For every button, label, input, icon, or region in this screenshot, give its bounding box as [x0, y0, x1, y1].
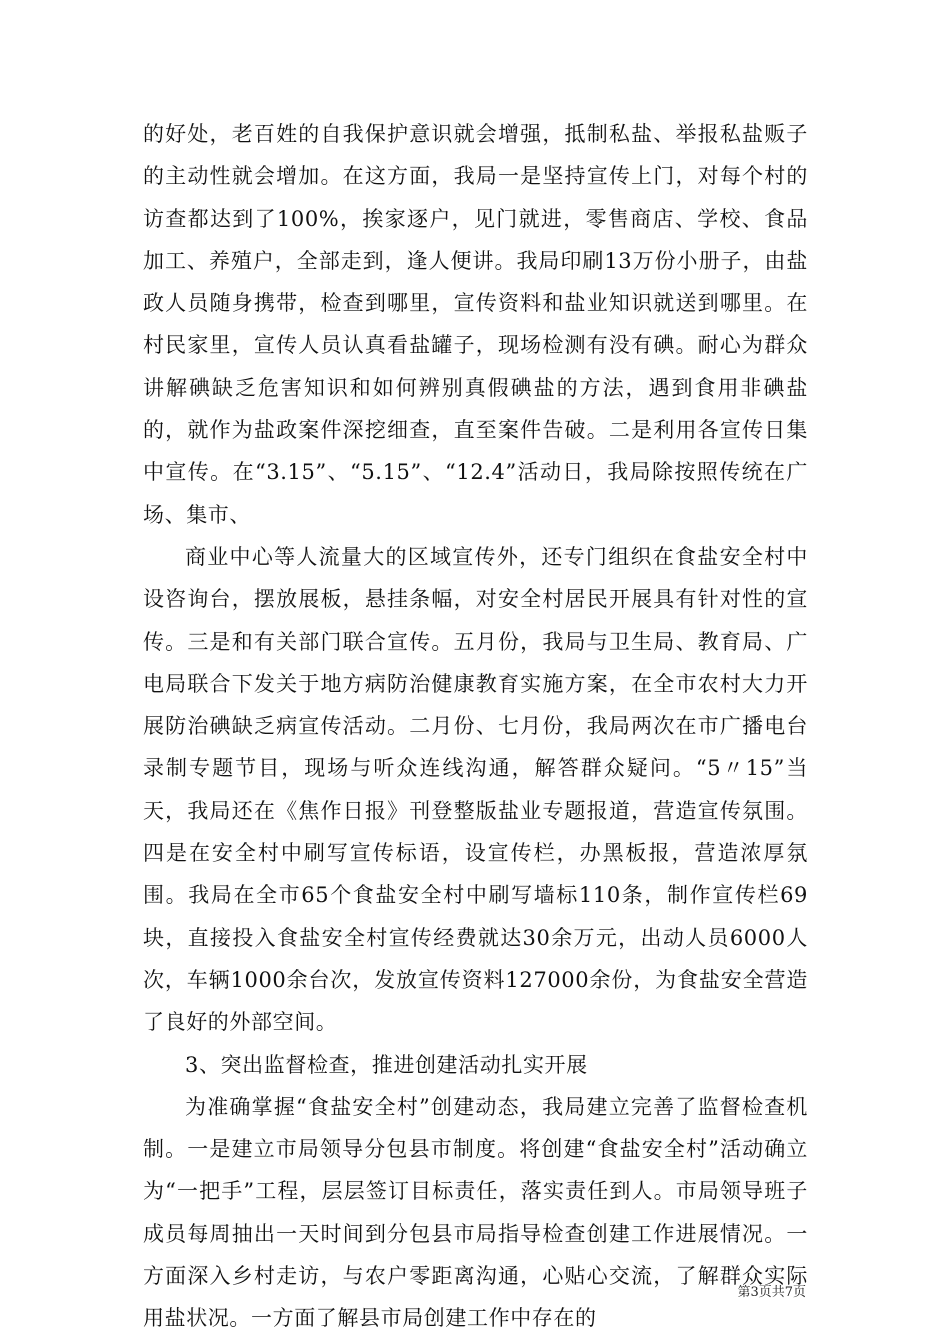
section-heading-3: 3、突出监督检查，推进创建活动扎实开展: [185, 1052, 588, 1077]
paragraph-1: 的好处，老百姓的自我保护意识就会增强，抵制私盐、举报私盐贩子的主动性就会增加。在这方面，我局一是坚持宣传上门，对每个村的访查都达到了100%，挨家逐户，见门就进，零售商店、学校、食品加工、养殖户，全部走到，逢人便讲。我局印刷13万份小册子，由盐政人员随身携带，检查到哪里，宣传资料和盐业知识就送到哪里。在村民家里，宣传人员认真看盐罐子，现场检测有没有碘。耐心为群众讲解碘缺乏危害知识和如何辨别真假碘盐的方法，遇到食用非碘盐的，就作为盐政案件深挖细查，直至案件告破。二是利用各宣传日集中宣传。在“3.15”、“5.15”、“12.4”活动日，我局除按照传统在广场、集市、: [143, 122, 808, 527]
paragraph-4: 为准确掌握“食盐安全村”创建动态，我局建立完善了监督检查机制。一是建立市局领导分包县市制度。将创建“食盐安全村”活动确立为“一把手”工程，层层签订目标责任，落实责任到人。市局领导班子成员每周抽出一天时间到分包县市局指导检查创建工作进展情况。一方面深入乡村走访，与农户零距离沟通，心贴心交流，了解群众实际用盐状况。一方面了解县市局创建工作中存在的: [143, 1094, 808, 1331]
document-body: [143, 113, 808, 1340]
paragraph-2: 商业中心等人流量大的区域宣传外，还专门组织在食盐安全村中设咨询台，摆放展板，悬挂条幅，对安全村居民开展具有针对性的宣传。三是和有关部门联合宣传。五月份，我局与卫生局、教育局、广电局联合下发关于地方病防治健康教育实施方案，在全市农村大力开展防治碘缺乏病宣传活动。二月份、七月份，我局两次在市广播电台录制专题节目，现场与听众连线沟通，解答群众疑问。“5〃15”当天，我局还在《焦作日报》刊登整版盐业专题报道，营造宣传氛围。四是在安全村中刷写宣传标语，设宣传栏，办黑板报，营造浓厚氛围。我局在全市65个食盐安全村中刷写墙标110条，制作宣传栏69块，直接投入食盐安全村宣传经费就达30余万元，出动人员6000人次，车辆1000余台次，发放宣传资料127000余份，为食盐安全营造了良好的外部空间。: [143, 544, 808, 1035]
page-number: 第3页共7页: [737, 1285, 806, 1300]
